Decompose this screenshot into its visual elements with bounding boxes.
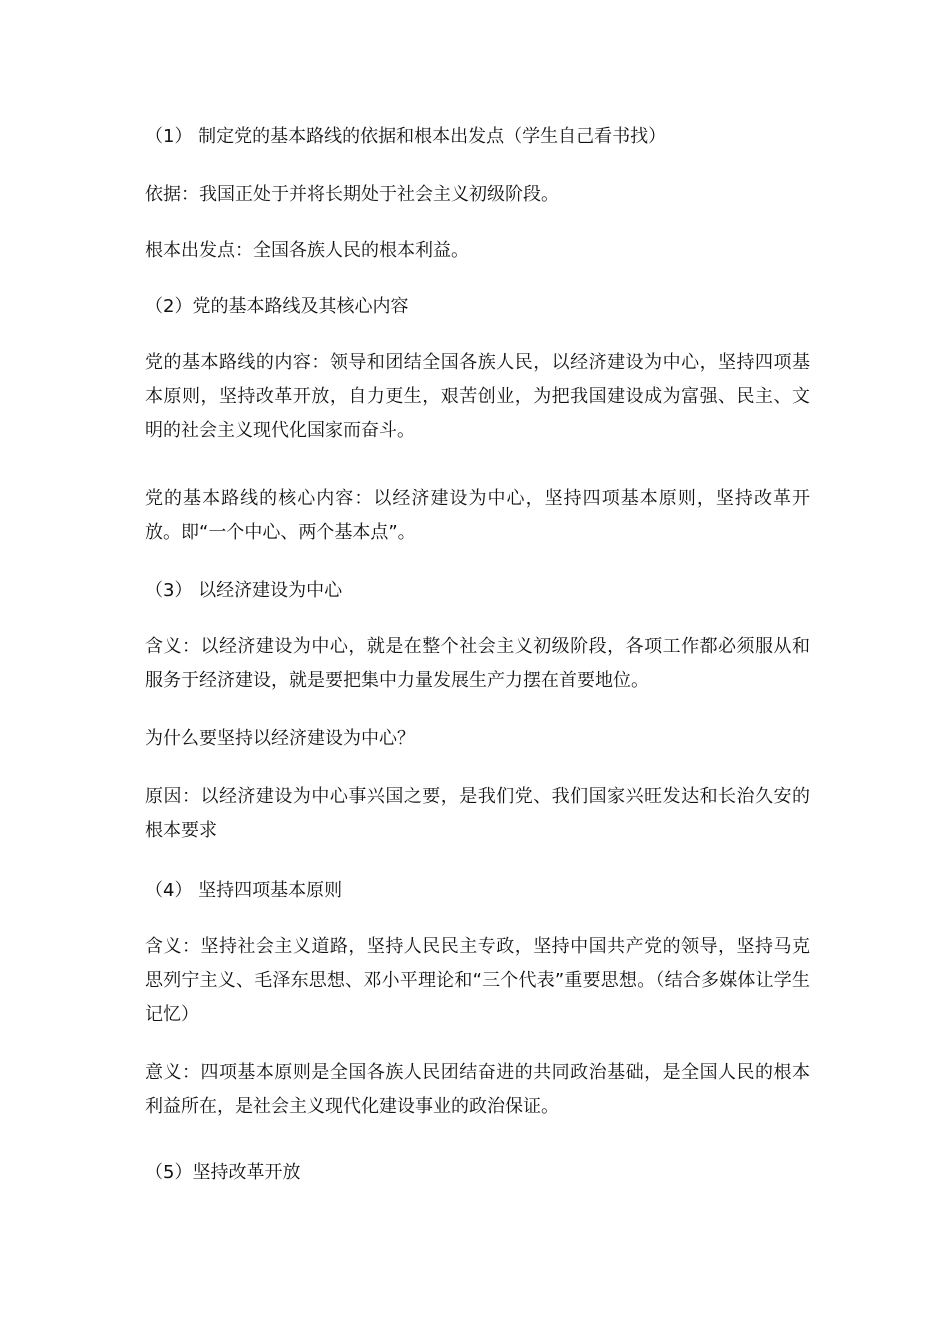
four-principles-meaning-paragraph: 含义：坚持社会主义道路，坚持人民民主专政，坚持中国共产党的领导，坚持马克思列宁主义、毛泽东思想、邓小平理论和“三个代表”重要思想。（结合多媒体让学生记忆） [145,936,810,1025]
reason-paragraph: 原因：以经济建设为中心事兴国之要，是我们党、我们国家兴旺发达和长治久安的根本要求 [145,786,810,841]
section-heading-4: （4） 坚持四项基本原则 [145,880,343,901]
four-principles-significance-paragraph: 意义：四项基本原则是全国各族人民团结奋进的共同政治基础，是全国人民的根本利益所在，是社会主义现代化建设事业的政治保证。 [145,1062,810,1117]
basic-line-content-paragraph: 党的基本路线的内容：领导和团结全国各族人民，以经济建设为中心，坚持四项基本原则，坚持改革开放，自力更生，艰苦创业，为把我国建设成为富强、民主、文明的社会主义现代化国家而奋斗。 [145,352,810,441]
starting-point-paragraph: 根本出发点：全国各族人民的根本利益。 [145,240,469,261]
basis-paragraph: 依据：我国正处于并将长期处于社会主义初级阶段。 [145,184,559,205]
section-heading-1: （1） 制定党的基本路线的依据和根本出发点（学生自己看书找） [145,126,667,147]
economic-center-meaning-paragraph: 含义：以经济建设为中心，就是在整个社会主义初级阶段，各项工作都必须服从和服务于经济建设，就是要把集中力量发展生产力摆在首要地位。 [145,636,810,691]
question-paragraph: 为什么要坚持以经济建设为中心？ [145,728,415,749]
section-heading-2: （2）党的基本路线及其核心内容 [145,296,409,317]
section-heading-5: （5）坚持改革开放 [145,1162,301,1183]
basic-line-core-paragraph: 党的基本路线的核心内容：以经济建设为中心，坚持四项基本原则，坚持改革开放。即“一个中心、两个基本点”。 [145,488,810,543]
section-heading-3: （3） 以经济建设为中心 [145,580,343,601]
